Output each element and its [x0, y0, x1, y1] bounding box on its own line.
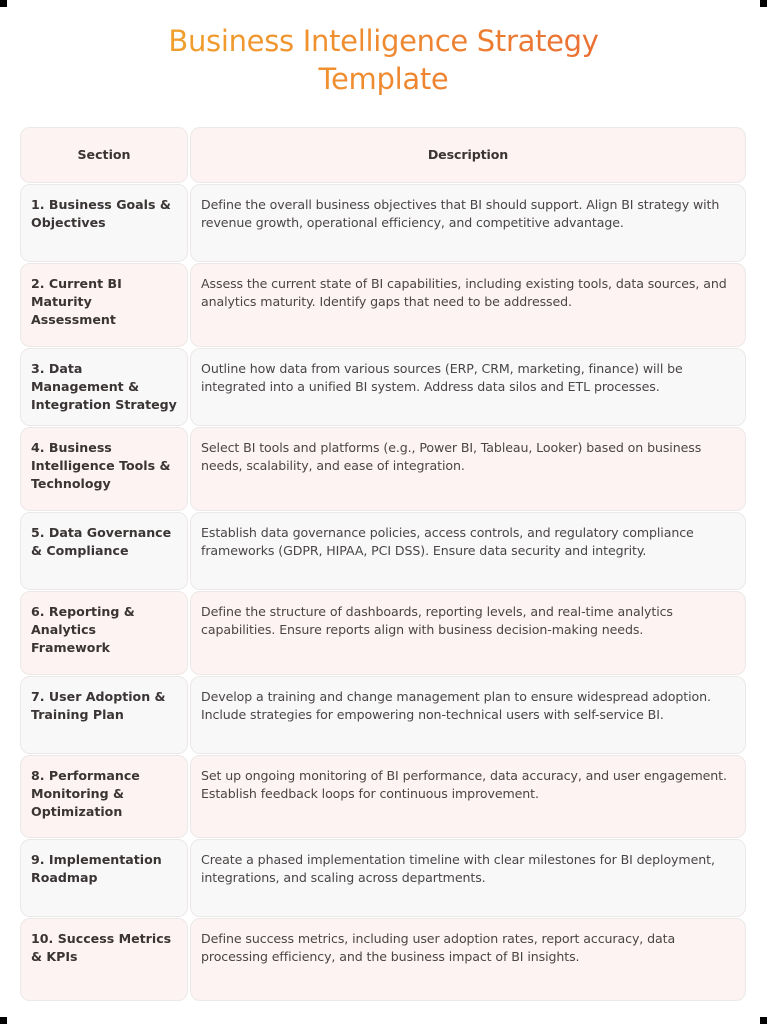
- row-description: Assess the current state of BI capabilities, including existing tools, data sources, and analytics maturity. Identify gaps that need to be addressed.: [190, 263, 746, 347]
- table-row: [20, 591, 746, 675]
- row-description: Establish data governance policies, access controls, and regulatory compliance frameworks (GDPR, HIPAA, PCI DSS). Ensure data security and integrity.: [190, 512, 746, 590]
- strategy-table: [20, 127, 746, 1002]
- table-row: [20, 839, 746, 917]
- corner-mark: [0, 0, 7, 7]
- header-section: Section: [20, 127, 188, 183]
- page-title-line-1: Business Intelligence Strategy: [168, 24, 599, 58]
- row-section: 3. Data Management & Integration Strategy: [20, 348, 188, 426]
- table-row: [20, 918, 746, 1001]
- corner-mark: [760, 1017, 767, 1024]
- row-section: 9. Implementation Roadmap: [20, 839, 188, 917]
- corner-mark: [760, 0, 767, 7]
- row-section: 4. Business Intelligence Tools & Technology: [20, 427, 188, 511]
- row-description: Develop a training and change management plan to ensure widespread adoption. Include strategies for empowering non-technical users with self-service BI.: [190, 676, 746, 754]
- row-section: 10. Success Metrics & KPIs: [20, 918, 188, 1001]
- table-header-row: [20, 127, 746, 183]
- page-title: [0, 22, 767, 98]
- header-description: Description: [190, 127, 746, 183]
- table-row: [20, 755, 746, 838]
- row-description: Define success metrics, including user adoption rates, report accuracy, data processing efficiency, and the business impact of BI insights.: [190, 918, 746, 1001]
- table-row: [20, 427, 746, 511]
- row-description: Create a phased implementation timeline with clear milestones for BI deployment, integrations, and scaling across departments.: [190, 839, 746, 917]
- row-description: Set up ongoing monitoring of BI performance, data accuracy, and user engagement. Establish feedback loops for continuous improvement.: [190, 755, 746, 838]
- row-section: 5. Data Governance & Compliance: [20, 512, 188, 590]
- table-row: [20, 184, 746, 262]
- row-section: 7. User Adoption & Training Plan: [20, 676, 188, 754]
- table-row: [20, 676, 746, 754]
- table-row: [20, 348, 746, 426]
- row-description: Outline how data from various sources (ERP, CRM, marketing, finance) will be integrated into a unified BI system. Address data silos and ETL processes.: [190, 348, 746, 426]
- row-section: 2. Current BI Maturity Assessment: [20, 263, 188, 347]
- page-title-line-2: Template: [318, 62, 449, 96]
- table-row: [20, 512, 746, 590]
- row-section: 8. Performance Monitoring & Optimization: [20, 755, 188, 838]
- corner-mark: [0, 1017, 7, 1024]
- row-description: Define the structure of dashboards, reporting levels, and real-time analytics capabilities. Ensure reports align with business decision-making needs.: [190, 591, 746, 675]
- row-section: 6. Reporting & Analytics Framework: [20, 591, 188, 675]
- table-row: [20, 263, 746, 347]
- row-section: 1. Business Goals & Objectives: [20, 184, 188, 262]
- row-description: Select BI tools and platforms (e.g., Power BI, Tableau, Looker) based on business needs, scalability, and ease of integration.: [190, 427, 746, 511]
- row-description: Define the overall business objectives that BI should support. Align BI strategy with revenue growth, operational efficiency, and competitive advantage.: [190, 184, 746, 262]
